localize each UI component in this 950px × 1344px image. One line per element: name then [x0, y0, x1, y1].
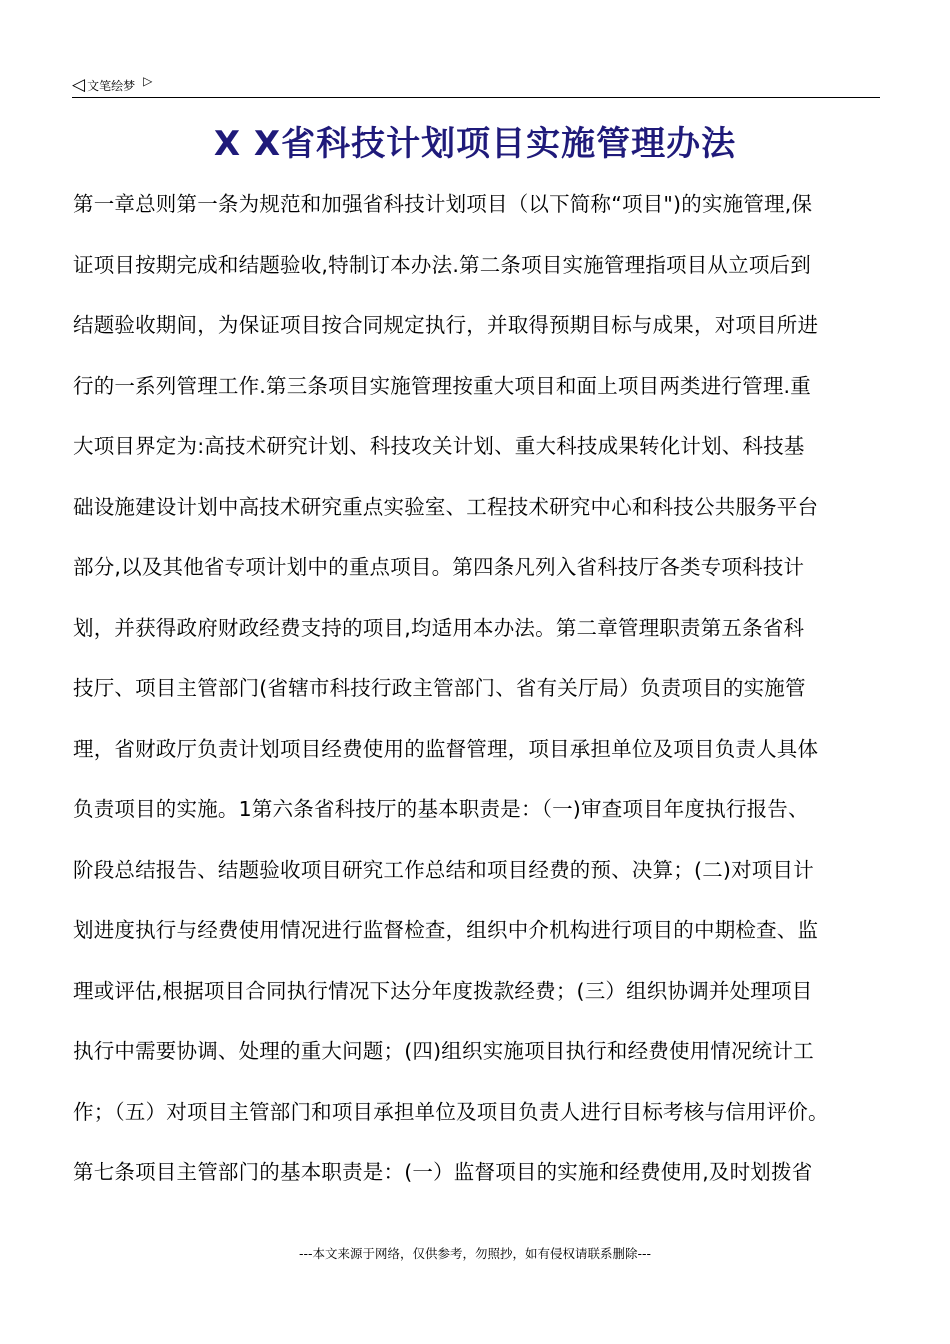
body-line: 作；（五）对项目主管部门和项目承担单位及项目负责人进行目标考核与信用评价。 — [73, 1099, 829, 1124]
body-line: 大项目界定为:高技术研究计划、科技攻关计划、重大科技成果转化计划、科技基 — [73, 434, 805, 458]
body-line: 划，并获得政府财政经费支持的项目,均适用本办法。第二章管理职责第五条省科 — [73, 615, 805, 640]
body-line: 执行中需要协调、处理的重大问题；(四)组织实施项目执行和经费使用情况统计工 — [73, 1039, 814, 1063]
body-line: 技厅、项目主管部门(省辖市科技行政主管部门、省有关厅局）负责项目的实施管 — [73, 676, 806, 700]
body-line: 第一章总则第一条为规范和加强省科技计划项目（以下简称“项目")的实施管理,保 — [73, 192, 813, 216]
body-line: 理或评估,根据项目合同执行情况下达分年度拨款经费；(三）组织协调并处理项目 — [73, 978, 813, 1003]
body-line: 行的一系列管理工作.第三条项目实施管理按重大项目和面上项目两类进行管理.重 — [73, 373, 811, 398]
body-line: 结题验收期间，为保证项目按合同规定执行，并取得预期目标与成果，对项目所进 — [73, 313, 819, 337]
document-body — [73, 182, 881, 1211]
body-line: 证项目按期完成和结题验收,特制订本办法.第二条项目实施管理指项目从立项后到 — [73, 252, 811, 277]
footer-disclaimer: ---本文来源于网络，仅供参考，勿照抄，如有侵权请联系删除--- — [298, 1246, 652, 1261]
triangle-left-icon: ◁ — [72, 74, 86, 95]
triangle-right-icon: ▷ — [143, 74, 153, 88]
body-line: 部分,以及其他省专项计划中的重点项目。第四条凡列入省科技厅各类专项科技计 — [73, 555, 805, 579]
header-label: 文笔绘梦 — [87, 78, 136, 93]
body-line: 负责项目的实施。1第六条省科技厅的基本职责是：（一)审查项目年度执行报告、 — [73, 797, 809, 821]
document-header — [72, 74, 152, 96]
body-line: 划进度执行与经费使用情况进行监督检查，组织中介机构进行项目的中期检查、监 — [73, 918, 819, 942]
document-title: X X省科技计划项目实施管理办法 — [213, 124, 737, 164]
body-line: 阶段总结报告、结题验收项目研究工作总结和项目经费的预、决算；(二)对项目计 — [73, 857, 814, 882]
body-line: 理，省财政厅负责计划项目经费使用的监督管理，项目承担单位及项目负责人具体 — [73, 736, 819, 761]
body-line: 础设施建设计划中高技术研究重点实验室、工程技术研究中心和科技公共服务平台 — [73, 494, 819, 519]
body-line: 第七条项目主管部门的基本职责是：(一）监督项目的实施和经费使用,及时划拨省 — [73, 1160, 813, 1184]
header-divider — [72, 97, 880, 98]
